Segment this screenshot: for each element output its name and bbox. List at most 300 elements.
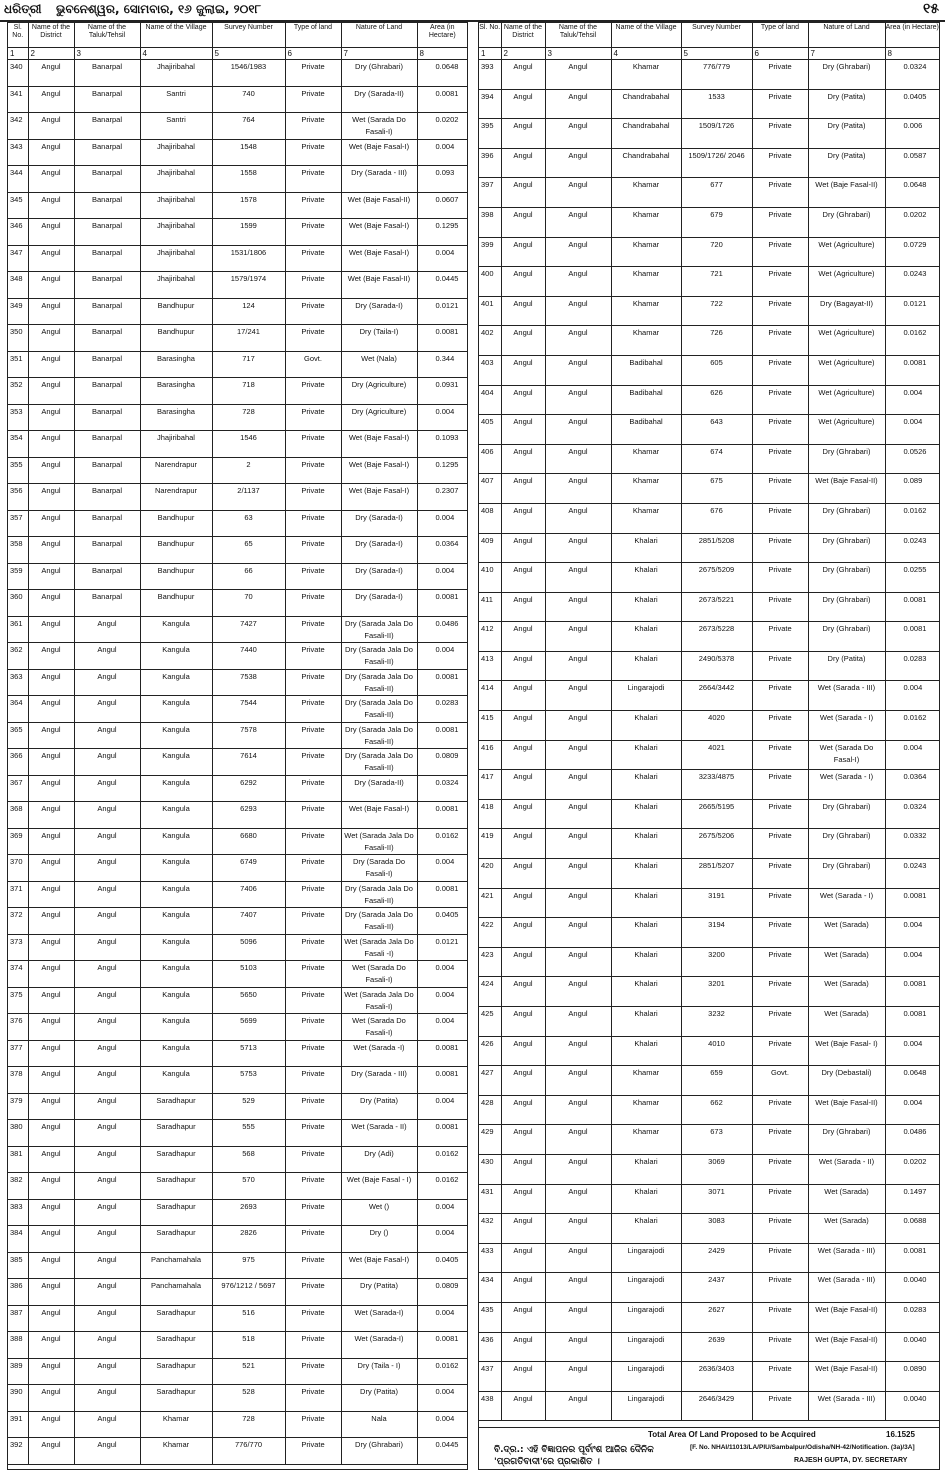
cell-survey-number: 6293: [212, 802, 285, 829]
cell-district: Angul: [501, 1362, 545, 1392]
cell-sl-no: 420: [479, 859, 501, 889]
cell-nature-of-land: Wet (Sarada - I): [808, 711, 885, 741]
cell-village: Khalari: [611, 1007, 681, 1037]
cell-survey-number: 7406: [212, 881, 285, 908]
cell-village: Badibahal: [611, 385, 681, 415]
cell-type-of-land: Private: [285, 590, 341, 617]
cell-sl-no: 340: [8, 60, 28, 87]
cell-village: Khalari: [611, 563, 681, 593]
cell-nature-of-land: Wet (Sarada): [808, 1007, 885, 1037]
cell-type-of-land: Private: [285, 1305, 341, 1332]
cell-sl-no: 402: [479, 326, 501, 356]
cell-village: Khamar: [611, 1125, 681, 1155]
cell-type-of-land: Private: [752, 888, 808, 918]
table-row: [8, 1226, 467, 1253]
cell-taluk: Angul: [545, 355, 611, 385]
cell-district: Angul: [28, 1067, 74, 1094]
cell-survey-number: 5103: [212, 961, 285, 988]
cell-village: Bandhupur: [140, 563, 212, 590]
cell-taluk: Angul: [545, 681, 611, 711]
cell-sl-no: 378: [8, 1067, 28, 1094]
cell-type-of-land: Private: [752, 89, 808, 119]
cell-nature-of-land: Wet (Sarada-I): [341, 1305, 417, 1332]
cell-district: Angul: [28, 325, 74, 352]
cell-type-of-land: Private: [285, 1438, 341, 1465]
cell-district: Angul: [28, 696, 74, 723]
cell-district: Angul: [28, 1173, 74, 1200]
cell-sl-no: 372: [8, 908, 28, 935]
cell-type-of-land: Private: [752, 622, 808, 652]
cell-village: Kangula: [140, 961, 212, 988]
cell-survey-number: 528: [212, 1385, 285, 1412]
cell-taluk: Angul: [74, 908, 140, 935]
cell-nature-of-land: Dry (Sarada - III): [341, 1067, 417, 1094]
cell-taluk: Banarpal: [74, 166, 140, 193]
cell-taluk: Banarpal: [74, 351, 140, 378]
cell-sl-no: 408: [479, 503, 501, 533]
cell-area: 0.0243: [885, 533, 939, 563]
cell-district: Angul: [501, 474, 545, 504]
cell-survey-number: 605: [681, 355, 752, 385]
cell-area: 0.0729: [885, 237, 939, 267]
cell-area: 0.344: [417, 351, 467, 378]
cell-sl-no: 350: [8, 325, 28, 352]
cell-district: Angul: [501, 1243, 545, 1273]
cell-village: Lingarajodi: [611, 1362, 681, 1392]
cell-taluk: Angul: [74, 1173, 140, 1200]
cell-survey-number: 63: [212, 510, 285, 537]
cell-type-of-land: Private: [285, 1358, 341, 1385]
cell-sl-no: 360: [8, 590, 28, 617]
table-row: [8, 1332, 467, 1359]
cell-survey-number: 976/1212 / 5697: [212, 1279, 285, 1306]
cell-taluk: Angul: [545, 1066, 611, 1096]
cell-survey-number: 555: [212, 1120, 285, 1147]
cell-sl-no: 403: [479, 355, 501, 385]
table-row: [8, 1279, 467, 1306]
cell-nature-of-land: Wet (Sarada - III): [808, 681, 885, 711]
cell-taluk: Angul: [74, 722, 140, 749]
header-sl-no: Sl. No.: [479, 23, 501, 48]
cell-taluk: Angul: [74, 696, 140, 723]
cell-taluk: Banarpal: [74, 86, 140, 113]
cell-taluk: Banarpal: [74, 590, 140, 617]
cell-sl-no: 410: [479, 563, 501, 593]
cell-type-of-land: Private: [285, 1226, 341, 1253]
cell-village: Lingarajodi: [611, 1243, 681, 1273]
cell-sl-no: 354: [8, 431, 28, 458]
cell-district: Angul: [28, 1438, 74, 1465]
cell-sl-no: 421: [479, 888, 501, 918]
cell-taluk: Angul: [74, 881, 140, 908]
cell-nature-of-land: Wet (Sarada): [808, 977, 885, 1007]
left-land-table-column: [7, 22, 468, 1470]
cell-village: Khamar: [611, 296, 681, 326]
cell-survey-number: 2675/5206: [681, 829, 752, 859]
header-type-of-land: Type of land: [285, 23, 341, 48]
cell-taluk: Angul: [74, 1093, 140, 1120]
cell-area: 0.0283: [885, 651, 939, 681]
cell-nature-of-land: Wet (Baje Fasal-II): [341, 272, 417, 299]
cell-nature-of-land: Wet (Sarada Do Fasali-I): [341, 961, 417, 988]
header-area: Area (in Hectare): [417, 23, 467, 48]
table-row: [479, 326, 939, 356]
cell-district: Angul: [28, 166, 74, 193]
cell-area: 0.0324: [417, 775, 467, 802]
cell-village: Kangula: [140, 696, 212, 723]
table-row: [8, 510, 467, 537]
cell-district: Angul: [501, 829, 545, 859]
cell-district: Angul: [501, 859, 545, 889]
cell-type-of-land: Private: [752, 207, 808, 237]
cell-type-of-land: Private: [285, 934, 341, 961]
cell-survey-number: 2664/3442: [681, 681, 752, 711]
cell-survey-number: 1533: [681, 89, 752, 119]
cell-nature-of-land: Dry (Patita): [808, 148, 885, 178]
cell-taluk: Angul: [545, 1302, 611, 1332]
cell-nature-of-land: Wet (Nala): [341, 351, 417, 378]
cell-district: Angul: [28, 113, 74, 140]
cell-village: Panchamahala: [140, 1279, 212, 1306]
cell-village: Santri: [140, 86, 212, 113]
cell-village: Lingarajodi: [611, 681, 681, 711]
cell-nature-of-land: Dry (Patita): [341, 1093, 417, 1120]
cell-village: Khalari: [611, 829, 681, 859]
cell-type-of-land: Private: [752, 829, 808, 859]
cell-nature-of-land: Wet (Baje Fasal-II): [808, 178, 885, 208]
cell-area: 0.0040: [885, 1332, 939, 1362]
cell-area: 0.004: [417, 1199, 467, 1226]
cell-survey-number: 568: [212, 1146, 285, 1173]
cell-type-of-land: Private: [752, 1184, 808, 1214]
cell-taluk: Banarpal: [74, 537, 140, 564]
cell-sl-no: 418: [479, 799, 501, 829]
table-row: [479, 415, 939, 445]
cell-district: Angul: [28, 537, 74, 564]
cell-village: Khamar: [611, 444, 681, 474]
table-row: [479, 888, 939, 918]
cell-area: 0.004: [885, 918, 939, 948]
cell-sl-no: 427: [479, 1066, 501, 1096]
cell-type-of-land: Private: [285, 1199, 341, 1226]
cell-type-of-land: Private: [285, 1146, 341, 1173]
cell-survey-number: 673: [681, 1125, 752, 1155]
cell-type-of-land: Private: [285, 192, 341, 219]
cell-sl-no: 395: [479, 119, 501, 149]
cell-sl-no: 361: [8, 616, 28, 643]
cell-district: Angul: [501, 770, 545, 800]
cell-district: Angul: [28, 1014, 74, 1041]
masthead: [0, 0, 945, 22]
table-row: [479, 89, 939, 119]
cell-village: Khamar: [611, 1066, 681, 1096]
cell-district: Angul: [501, 563, 545, 593]
table-row: [8, 749, 467, 776]
cell-district: Angul: [28, 934, 74, 961]
cell-nature-of-land: Dry (Ghrabari): [341, 60, 417, 87]
cell-area: 0.0526: [885, 444, 939, 474]
header-type-of-land: Type of land: [752, 23, 808, 48]
cell-nature-of-land: Wet (Sarada - II): [808, 1154, 885, 1184]
table-row: [479, 533, 939, 563]
cell-sl-no: 371: [8, 881, 28, 908]
cell-district: Angul: [501, 1273, 545, 1303]
cell-taluk: Angul: [545, 503, 611, 533]
total-area-row: [478, 1427, 940, 1442]
table-row: [8, 431, 467, 458]
cell-sl-no: 357: [8, 510, 28, 537]
cell-nature-of-land: Dry (Bagayat-II): [808, 296, 885, 326]
cell-sl-no: 419: [479, 829, 501, 859]
cell-area: 0.0607: [417, 192, 467, 219]
cell-sl-no: 349: [8, 298, 28, 325]
cell-nature-of-land: Dry (Ghrabari): [341, 1438, 417, 1465]
cell-survey-number: 17/241: [212, 325, 285, 352]
cell-nature-of-land: Dry (Ghrabari): [808, 563, 885, 593]
cell-taluk: Banarpal: [74, 563, 140, 590]
cell-taluk: Angul: [545, 770, 611, 800]
cell-nature-of-land: Dry (Patita): [808, 651, 885, 681]
cell-district: Angul: [28, 298, 74, 325]
cell-type-of-land: Private: [752, 977, 808, 1007]
cell-survey-number: 1509/1726/ 2046: [681, 148, 752, 178]
cell-taluk: Angul: [74, 1120, 140, 1147]
cell-district: Angul: [28, 351, 74, 378]
cell-taluk: Angul: [545, 592, 611, 622]
cell-type-of-land: Private: [285, 1093, 341, 1120]
table-row: [8, 298, 467, 325]
cell-type-of-land: Private: [285, 1040, 341, 1067]
cell-village: Khalari: [611, 888, 681, 918]
cell-area: 0.0202: [417, 113, 467, 140]
cell-district: Angul: [28, 1411, 74, 1438]
cell-nature-of-land: Wet (Baje Fasal- I): [808, 1036, 885, 1066]
cell-sl-no: 387: [8, 1305, 28, 1332]
cell-taluk: Angul: [74, 1067, 140, 1094]
cell-survey-number: 2627: [681, 1302, 752, 1332]
cell-type-of-land: Private: [285, 378, 341, 405]
cell-village: Khamar: [611, 60, 681, 90]
cell-area: 0.093: [417, 166, 467, 193]
table-row: [479, 622, 939, 652]
cell-district: Angul: [28, 802, 74, 829]
table-row: [8, 457, 467, 484]
cell-survey-number: 124: [212, 298, 285, 325]
cell-taluk: Angul: [74, 1279, 140, 1306]
table-row: [479, 1391, 939, 1421]
cell-taluk: Angul: [545, 799, 611, 829]
cell-village: Saradhapur: [140, 1332, 212, 1359]
cell-sl-no: 407: [479, 474, 501, 504]
cell-survey-number: 3191: [681, 888, 752, 918]
cell-survey-number: 1546: [212, 431, 285, 458]
cell-village: Khalari: [611, 1154, 681, 1184]
cell-area: 0.004: [417, 139, 467, 166]
cell-type-of-land: Private: [752, 385, 808, 415]
cell-district: Angul: [28, 1146, 74, 1173]
cell-survey-number: 720: [681, 237, 752, 267]
table-row: [8, 1438, 467, 1465]
cell-survey-number: 7544: [212, 696, 285, 723]
cell-sl-no: 343: [8, 139, 28, 166]
cell-type-of-land: Private: [285, 987, 341, 1014]
cell-survey-number: 2/1137: [212, 484, 285, 511]
cell-type-of-land: Private: [285, 802, 341, 829]
table-row: [8, 722, 467, 749]
cell-district: Angul: [28, 669, 74, 696]
cell-sl-no: 366: [8, 749, 28, 776]
cell-taluk: Angul: [545, 444, 611, 474]
table-row: [479, 444, 939, 474]
table-row: [8, 537, 467, 564]
cell-type-of-land: Private: [285, 60, 341, 87]
cell-sl-no: 406: [479, 444, 501, 474]
cell-area: 0.0587: [885, 148, 939, 178]
cell-sl-no: 435: [479, 1302, 501, 1332]
cell-nature-of-land: Wet (Sarada Do Fasali-I): [341, 113, 417, 140]
cell-sl-no: 368: [8, 802, 28, 829]
table-row: [8, 1120, 467, 1147]
cell-area: 0.004: [417, 1305, 467, 1332]
cell-area: 0.0162: [417, 1358, 467, 1385]
cell-nature-of-land: Wet (Baje Fasal-II): [808, 1362, 885, 1392]
cell-nature-of-land: Dry (Taila - I): [341, 1358, 417, 1385]
cell-area: 0.004: [885, 740, 939, 770]
cell-survey-number: 728: [212, 1411, 285, 1438]
cell-area: 0.0121: [417, 934, 467, 961]
cell-nature-of-land: Dry (Debastali): [808, 1066, 885, 1096]
cell-village: Khalari: [611, 740, 681, 770]
cell-nature-of-land: Dry (Ghrabari): [808, 444, 885, 474]
cell-survey-number: 570: [212, 1173, 285, 1200]
table-row: [8, 86, 467, 113]
cell-village: Lingarajodi: [611, 1302, 681, 1332]
cell-nature-of-land: Dry (Agriculture): [341, 404, 417, 431]
cell-type-of-land: Private: [285, 510, 341, 537]
cell-taluk: Angul: [545, 1362, 611, 1392]
column-number: 3: [74, 48, 140, 60]
cell-sl-no: 355: [8, 457, 28, 484]
cell-nature-of-land: Dry (Sarada Jala Do Fasali-II): [341, 669, 417, 696]
column-number: 6: [285, 48, 341, 60]
cell-village: Saradhapur: [140, 1093, 212, 1120]
cell-sl-no: 424: [479, 977, 501, 1007]
cell-survey-number: 2: [212, 457, 285, 484]
cell-area: 0.0081: [417, 325, 467, 352]
column-number: 7: [808, 48, 885, 60]
table-row: [479, 178, 939, 208]
cell-sl-no: 416: [479, 740, 501, 770]
header-nature-of-land: Nature of Land: [341, 23, 417, 48]
table-row: [8, 484, 467, 511]
table-row: [479, 1243, 939, 1273]
table-row: [479, 977, 939, 1007]
cell-survey-number: 659: [681, 1066, 752, 1096]
cell-nature-of-land: Dry (Sarada-II): [341, 86, 417, 113]
cell-sl-no: 346: [8, 219, 28, 246]
column-number: 5: [212, 48, 285, 60]
cell-area: 0.0081: [885, 622, 939, 652]
cell-district: Angul: [501, 651, 545, 681]
table-row: [8, 855, 467, 882]
table-row: [8, 378, 467, 405]
cell-area: 0.0081: [417, 802, 467, 829]
cell-nature-of-land: Wet (Agriculture): [808, 267, 885, 297]
table-row: [479, 651, 939, 681]
cell-area: 0.0040: [885, 1391, 939, 1421]
cell-nature-of-land: Wet (Sarada Jala Do Fasali-I): [341, 987, 417, 1014]
cell-village: Khamar: [611, 267, 681, 297]
cell-survey-number: 518: [212, 1332, 285, 1359]
cell-village: Bandhupur: [140, 537, 212, 564]
cell-area: 0.0445: [417, 1438, 467, 1465]
cell-area: 0.1295: [417, 457, 467, 484]
cell-village: Saradhapur: [140, 1358, 212, 1385]
cell-sl-no: 391: [8, 1411, 28, 1438]
cell-taluk: Angul: [74, 987, 140, 1014]
cell-survey-number: 6292: [212, 775, 285, 802]
header-village: Name of the Village: [140, 23, 212, 48]
cell-type-of-land: Private: [285, 722, 341, 749]
notification-footer: [478, 1427, 940, 1467]
table-row: [8, 1252, 467, 1279]
cell-type-of-land: Private: [752, 592, 808, 622]
column-number: 7: [341, 48, 417, 60]
cell-village: Khamar: [611, 503, 681, 533]
cell-sl-no: 359: [8, 563, 28, 590]
cell-district: Angul: [28, 1279, 74, 1306]
cell-nature-of-land: Wet (Baje Fasal-I): [341, 802, 417, 829]
cell-type-of-land: Private: [752, 1243, 808, 1273]
cell-nature-of-land: Wet (Sarada - I): [808, 888, 885, 918]
cell-nature-of-land: Wet (): [341, 1199, 417, 1226]
cell-district: Angul: [501, 888, 545, 918]
table-row: [8, 1411, 467, 1438]
cell-taluk: Angul: [74, 961, 140, 988]
right-table-body: [479, 60, 939, 1421]
cell-sl-no: 347: [8, 245, 28, 272]
cell-type-of-land: Private: [285, 219, 341, 246]
cell-village: Kangula: [140, 669, 212, 696]
cell-taluk: Banarpal: [74, 139, 140, 166]
table-row: [479, 503, 939, 533]
cell-survey-number: 7427: [212, 616, 285, 643]
cell-village: Narendrapur: [140, 457, 212, 484]
cell-area: 0.0162: [885, 326, 939, 356]
cell-survey-number: 4020: [681, 711, 752, 741]
cell-village: Kangula: [140, 749, 212, 776]
cell-type-of-land: Private: [752, 1036, 808, 1066]
cell-nature-of-land: Dry (Ghrabari): [808, 799, 885, 829]
table-row: [479, 1214, 939, 1244]
left-table-body: [8, 60, 467, 1465]
cell-area: 0.0081: [417, 1067, 467, 1094]
cell-district: Angul: [28, 245, 74, 272]
cell-village: Santri: [140, 113, 212, 140]
cell-nature-of-land: Dry (Patita): [341, 1279, 417, 1306]
cell-district: Angul: [28, 1093, 74, 1120]
cell-village: Khalari: [611, 947, 681, 977]
cell-taluk: Angul: [545, 178, 611, 208]
cell-district: Angul: [28, 1120, 74, 1147]
column-number: 2: [28, 48, 74, 60]
cell-area: 0.0081: [417, 669, 467, 696]
column-number: 5: [681, 48, 752, 60]
cell-village: Saradhapur: [140, 1199, 212, 1226]
cell-area: 0.004: [417, 961, 467, 988]
cell-village: Khalari: [611, 622, 681, 652]
header-taluk: Name of the Taluk/Tehsil: [545, 23, 611, 48]
